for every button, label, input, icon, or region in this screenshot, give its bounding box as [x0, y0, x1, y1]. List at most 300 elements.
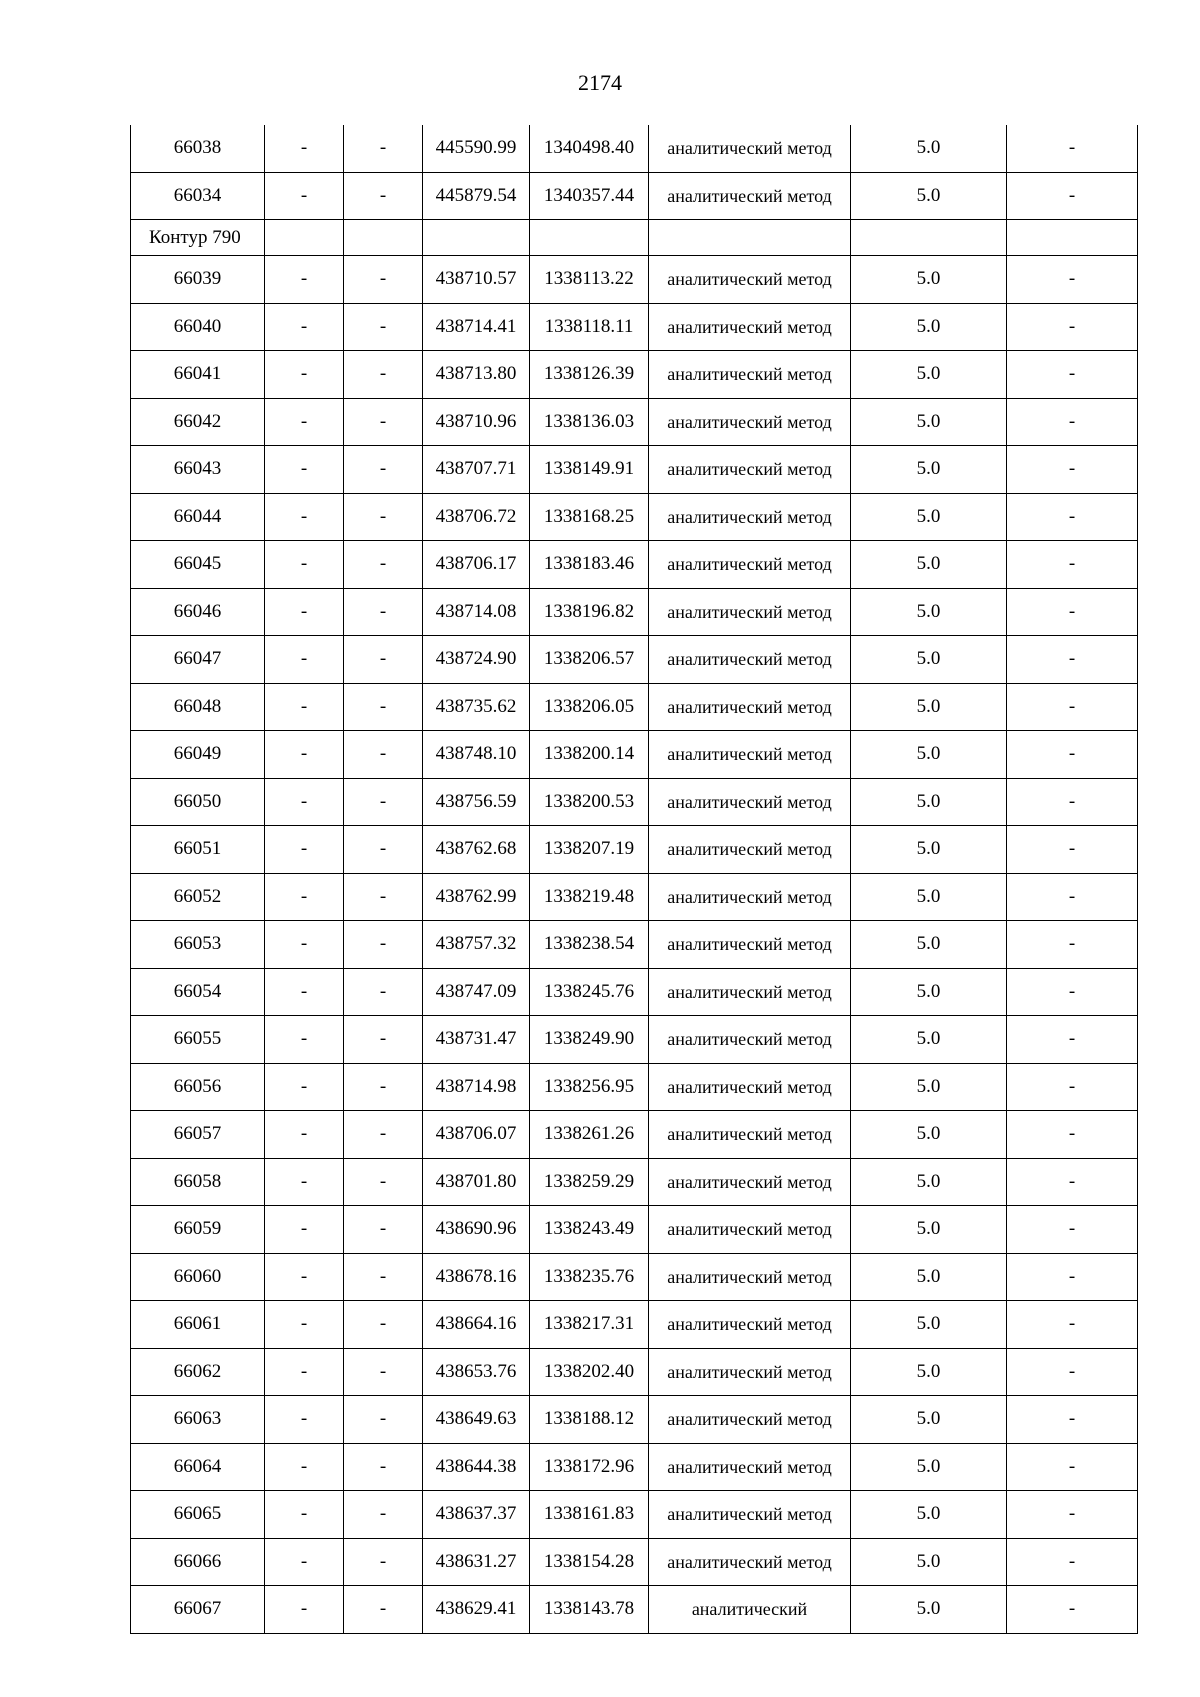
- x-coordinate-cell: 438756.59: [423, 778, 530, 826]
- table-row: [131, 493, 1138, 541]
- method-text: аналитический метод: [667, 1314, 832, 1335]
- empty-cell: [851, 220, 1007, 256]
- x-coordinate-cell: 438629.41: [423, 1586, 530, 1634]
- method-cell: [649, 826, 851, 874]
- accuracy-cell: 5.0: [851, 826, 1007, 874]
- accuracy-cell: 5.0: [851, 683, 1007, 731]
- point-id-cell: 66063: [131, 1396, 265, 1444]
- method-text: аналитический метод: [667, 364, 832, 385]
- column-8-cell: -: [1007, 778, 1138, 826]
- point-id-cell: 66067: [131, 1586, 265, 1634]
- x-coordinate-cell: 445879.54: [423, 172, 530, 220]
- x-coordinate-cell: 438706.72: [423, 493, 530, 541]
- table-body: [131, 125, 1138, 1633]
- point-id-cell: 66047: [131, 636, 265, 684]
- column-2-cell: -: [265, 1301, 344, 1349]
- accuracy-cell: 5.0: [851, 256, 1007, 304]
- accuracy-cell: 5.0: [851, 493, 1007, 541]
- method-text: аналитический метод: [667, 185, 832, 206]
- column-2-cell: -: [265, 1586, 344, 1634]
- table-row: [131, 826, 1138, 874]
- method-cell: [649, 1253, 851, 1301]
- method-cell: [649, 1538, 851, 1586]
- y-coordinate-cell: 1338206.57: [530, 636, 649, 684]
- y-coordinate-cell: 1338143.78: [530, 1586, 649, 1634]
- method-cell: [649, 446, 851, 494]
- y-coordinate-cell: 1338172.96: [530, 1443, 649, 1491]
- accuracy-cell: 5.0: [851, 172, 1007, 220]
- column-8-cell: -: [1007, 1586, 1138, 1634]
- method-text: аналитический метод: [667, 1076, 832, 1097]
- table-row: [131, 921, 1138, 969]
- column-8-cell: -: [1007, 1253, 1138, 1301]
- method-text: аналитический метод: [667, 934, 832, 955]
- table-row: [131, 1158, 1138, 1206]
- column-8-cell: -: [1007, 1491, 1138, 1539]
- column-8-cell: -: [1007, 446, 1138, 494]
- column-3-cell: -: [344, 1443, 423, 1491]
- method-text: аналитический метод: [667, 696, 832, 717]
- table-row: [131, 446, 1138, 494]
- method-cell: [649, 731, 851, 779]
- column-3-cell: -: [344, 1301, 423, 1349]
- y-coordinate-cell: 1338161.83: [530, 1491, 649, 1539]
- method-text: аналитический метод: [667, 1124, 832, 1145]
- point-id-cell: 66057: [131, 1111, 265, 1159]
- column-3-cell: -: [344, 303, 423, 351]
- x-coordinate-cell: 438701.80: [423, 1158, 530, 1206]
- table-row: [131, 1111, 1138, 1159]
- column-2-cell: -: [265, 125, 344, 172]
- y-coordinate-cell: 1338256.95: [530, 1063, 649, 1111]
- column-2-cell: -: [265, 493, 344, 541]
- point-id-cell: 66050: [131, 778, 265, 826]
- column-2-cell: -: [265, 1491, 344, 1539]
- column-3-cell: -: [344, 921, 423, 969]
- column-3-cell: -: [344, 1538, 423, 1586]
- column-8-cell: -: [1007, 1063, 1138, 1111]
- column-8-cell: -: [1007, 1206, 1138, 1254]
- x-coordinate-cell: 438762.68: [423, 826, 530, 874]
- column-3-cell: -: [344, 541, 423, 589]
- method-cell: [649, 125, 851, 172]
- table-row: [131, 873, 1138, 921]
- x-coordinate-cell: 438649.63: [423, 1396, 530, 1444]
- accuracy-cell: 5.0: [851, 1111, 1007, 1159]
- method-text: аналитический метод: [667, 459, 832, 480]
- table-row: [131, 968, 1138, 1016]
- x-coordinate-cell: 438713.80: [423, 351, 530, 399]
- y-coordinate-cell: 1338188.12: [530, 1396, 649, 1444]
- table-row: [131, 1491, 1138, 1539]
- method-text: аналитический метод: [667, 506, 832, 527]
- column-8-cell: -: [1007, 125, 1138, 172]
- point-id-cell: 66051: [131, 826, 265, 874]
- accuracy-cell: 5.0: [851, 398, 1007, 446]
- column-3-cell: -: [344, 1586, 423, 1634]
- column-8-cell: -: [1007, 873, 1138, 921]
- accuracy-cell: 5.0: [851, 1396, 1007, 1444]
- x-coordinate-cell: 438731.47: [423, 1016, 530, 1064]
- method-text: аналитический метод: [667, 791, 832, 812]
- table-row: [131, 1063, 1138, 1111]
- point-id-cell: 66042: [131, 398, 265, 446]
- x-coordinate-cell: 438735.62: [423, 683, 530, 731]
- method-text: аналитический метод: [667, 411, 832, 432]
- column-3-cell: -: [344, 731, 423, 779]
- column-2-cell: -: [265, 683, 344, 731]
- column-2-cell: -: [265, 446, 344, 494]
- accuracy-cell: 5.0: [851, 125, 1007, 172]
- column-3-cell: -: [344, 351, 423, 399]
- table-row: [131, 731, 1138, 779]
- table-row: [131, 1586, 1138, 1634]
- method-text: аналитический метод: [667, 316, 832, 337]
- accuracy-cell: 5.0: [851, 1063, 1007, 1111]
- point-id-cell: 66066: [131, 1538, 265, 1586]
- method-cell: [649, 1443, 851, 1491]
- column-8-cell: -: [1007, 683, 1138, 731]
- point-id-cell: 66052: [131, 873, 265, 921]
- y-coordinate-cell: 1338206.05: [530, 683, 649, 731]
- point-id-cell: 66044: [131, 493, 265, 541]
- accuracy-cell: 5.0: [851, 1586, 1007, 1634]
- table-row: [131, 1206, 1138, 1254]
- point-id-cell: 66054: [131, 968, 265, 1016]
- column-8-cell: -: [1007, 1111, 1138, 1159]
- x-coordinate-cell: 438747.09: [423, 968, 530, 1016]
- x-coordinate-cell: 438706.07: [423, 1111, 530, 1159]
- accuracy-cell: 5.0: [851, 1491, 1007, 1539]
- point-id-cell: 66058: [131, 1158, 265, 1206]
- accuracy-cell: 5.0: [851, 588, 1007, 636]
- x-coordinate-cell: 438762.99: [423, 873, 530, 921]
- column-8-cell: -: [1007, 303, 1138, 351]
- column-8-cell: -: [1007, 1348, 1138, 1396]
- column-2-cell: -: [265, 1158, 344, 1206]
- method-cell: [649, 172, 851, 220]
- x-coordinate-cell: 438653.76: [423, 1348, 530, 1396]
- table-row: [131, 588, 1138, 636]
- column-8-cell: -: [1007, 493, 1138, 541]
- column-2-cell: -: [265, 968, 344, 1016]
- column-8-cell: -: [1007, 256, 1138, 304]
- x-coordinate-cell: 438707.71: [423, 446, 530, 494]
- y-coordinate-cell: 1338235.76: [530, 1253, 649, 1301]
- x-coordinate-cell: 438664.16: [423, 1301, 530, 1349]
- column-2-cell: -: [265, 778, 344, 826]
- point-id-cell: 66061: [131, 1301, 265, 1349]
- method-cell: [649, 1348, 851, 1396]
- column-3-cell: -: [344, 398, 423, 446]
- column-3-cell: -: [344, 1396, 423, 1444]
- column-2-cell: -: [265, 1016, 344, 1064]
- method-text: аналитический метод: [667, 554, 832, 575]
- table-row: [131, 351, 1138, 399]
- column-2-cell: -: [265, 351, 344, 399]
- column-2-cell: -: [265, 1348, 344, 1396]
- method-cell: [649, 1063, 851, 1111]
- column-8-cell: -: [1007, 398, 1138, 446]
- accuracy-cell: 5.0: [851, 1206, 1007, 1254]
- column-8-cell: -: [1007, 636, 1138, 684]
- column-3-cell: -: [344, 1063, 423, 1111]
- table-row: [131, 541, 1138, 589]
- column-2-cell: -: [265, 636, 344, 684]
- accuracy-cell: 5.0: [851, 921, 1007, 969]
- method-text: аналитический метод: [667, 839, 832, 860]
- column-8-cell: -: [1007, 826, 1138, 874]
- empty-cell: [1007, 220, 1138, 256]
- y-coordinate-cell: 1340357.44: [530, 172, 649, 220]
- y-coordinate-cell: 1338261.26: [530, 1111, 649, 1159]
- method-text: аналитический метод: [667, 269, 832, 290]
- column-3-cell: -: [344, 778, 423, 826]
- x-coordinate-cell: 438714.08: [423, 588, 530, 636]
- table-row: [131, 1538, 1138, 1586]
- y-coordinate-cell: 1338168.25: [530, 493, 649, 541]
- column-2-cell: -: [265, 731, 344, 779]
- column-3-cell: -: [344, 172, 423, 220]
- column-2-cell: -: [265, 588, 344, 636]
- y-coordinate-cell: 1340498.40: [530, 125, 649, 172]
- method-text: аналитический метод: [667, 1551, 832, 1572]
- method-text: аналитический метод: [667, 1504, 832, 1525]
- point-id-cell: 66065: [131, 1491, 265, 1539]
- method-cell: [649, 588, 851, 636]
- point-id-cell: 66049: [131, 731, 265, 779]
- method-cell: [649, 1301, 851, 1349]
- method-text: аналитический метод: [667, 744, 832, 765]
- method-cell: [649, 1016, 851, 1064]
- y-coordinate-cell: 1338200.53: [530, 778, 649, 826]
- point-id-cell: 66041: [131, 351, 265, 399]
- accuracy-cell: 5.0: [851, 1158, 1007, 1206]
- empty-cell: [265, 220, 344, 256]
- y-coordinate-cell: 1338245.76: [530, 968, 649, 1016]
- x-coordinate-cell: 438631.27: [423, 1538, 530, 1586]
- column-2-cell: -: [265, 921, 344, 969]
- accuracy-cell: 5.0: [851, 968, 1007, 1016]
- contour-header-row: [131, 220, 1138, 256]
- contour-label: Контур 790: [131, 220, 265, 256]
- empty-cell: [530, 220, 649, 256]
- accuracy-cell: 5.0: [851, 1348, 1007, 1396]
- accuracy-cell: 5.0: [851, 1538, 1007, 1586]
- accuracy-cell: 5.0: [851, 541, 1007, 589]
- method-cell: [649, 921, 851, 969]
- x-coordinate-cell: 438710.96: [423, 398, 530, 446]
- y-coordinate-cell: 1338202.40: [530, 1348, 649, 1396]
- method-cell: [649, 493, 851, 541]
- column-3-cell: -: [344, 873, 423, 921]
- column-3-cell: -: [344, 493, 423, 541]
- point-id-cell: 66048: [131, 683, 265, 731]
- column-2-cell: -: [265, 1063, 344, 1111]
- column-8-cell: -: [1007, 1158, 1138, 1206]
- column-8-cell: -: [1007, 351, 1138, 399]
- column-2-cell: -: [265, 256, 344, 304]
- method-cell: [649, 636, 851, 684]
- method-cell: [649, 1586, 851, 1634]
- column-8-cell: -: [1007, 921, 1138, 969]
- table-row: [131, 1396, 1138, 1444]
- y-coordinate-cell: 1338238.54: [530, 921, 649, 969]
- y-coordinate-cell: 1338217.31: [530, 1301, 649, 1349]
- column-3-cell: -: [344, 1253, 423, 1301]
- column-8-cell: -: [1007, 1301, 1138, 1349]
- column-3-cell: -: [344, 683, 423, 731]
- column-8-cell: -: [1007, 1538, 1138, 1586]
- method-cell: [649, 1396, 851, 1444]
- method-text: аналитический метод: [667, 649, 832, 670]
- method-cell: [649, 256, 851, 304]
- y-coordinate-cell: 1338154.28: [530, 1538, 649, 1586]
- x-coordinate-cell: 438724.90: [423, 636, 530, 684]
- accuracy-cell: 5.0: [851, 778, 1007, 826]
- point-id-cell: 66039: [131, 256, 265, 304]
- y-coordinate-cell: 1338219.48: [530, 873, 649, 921]
- method-text: аналитический метод: [667, 1409, 832, 1430]
- accuracy-cell: 5.0: [851, 873, 1007, 921]
- y-coordinate-cell: 1338207.19: [530, 826, 649, 874]
- x-coordinate-cell: 438710.57: [423, 256, 530, 304]
- column-3-cell: -: [344, 1348, 423, 1396]
- accuracy-cell: 5.0: [851, 731, 1007, 779]
- table-row: [131, 1253, 1138, 1301]
- column-8-cell: -: [1007, 1396, 1138, 1444]
- column-8-cell: -: [1007, 172, 1138, 220]
- column-3-cell: -: [344, 125, 423, 172]
- column-3-cell: -: [344, 256, 423, 304]
- column-3-cell: -: [344, 1206, 423, 1254]
- method-cell: [649, 351, 851, 399]
- method-cell: [649, 541, 851, 589]
- method-text: аналитический метод: [667, 1361, 832, 1382]
- y-coordinate-cell: 1338183.46: [530, 541, 649, 589]
- method-text: аналитический метод: [667, 1456, 832, 1477]
- table-row: [131, 1443, 1138, 1491]
- accuracy-cell: 5.0: [851, 1443, 1007, 1491]
- method-cell: [649, 968, 851, 1016]
- method-cell: [649, 873, 851, 921]
- method-cell: [649, 1491, 851, 1539]
- column-3-cell: -: [344, 1016, 423, 1064]
- column-2-cell: -: [265, 826, 344, 874]
- point-id-cell: 66043: [131, 446, 265, 494]
- method-cell: [649, 398, 851, 446]
- table-row: [131, 398, 1138, 446]
- table-row: [131, 125, 1138, 172]
- y-coordinate-cell: 1338200.14: [530, 731, 649, 779]
- method-cell: [649, 778, 851, 826]
- column-2-cell: -: [265, 1443, 344, 1491]
- point-id-cell: 66056: [131, 1063, 265, 1111]
- column-2-cell: -: [265, 1396, 344, 1444]
- point-id-cell: 66046: [131, 588, 265, 636]
- method-text: аналитический метод: [667, 981, 832, 1002]
- point-id-cell: 66040: [131, 303, 265, 351]
- method-text: аналитический метод: [667, 1171, 832, 1192]
- column-2-cell: -: [265, 1206, 344, 1254]
- column-3-cell: -: [344, 446, 423, 494]
- method-text: аналитический метод: [667, 886, 832, 907]
- column-3-cell: -: [344, 1491, 423, 1539]
- column-2-cell: -: [265, 172, 344, 220]
- page-number: 2174: [578, 70, 622, 95]
- column-2-cell: -: [265, 303, 344, 351]
- x-coordinate-cell: 438714.41: [423, 303, 530, 351]
- accuracy-cell: 5.0: [851, 636, 1007, 684]
- method-cell: [649, 683, 851, 731]
- method-text: аналитический метод: [667, 138, 832, 159]
- y-coordinate-cell: 1338113.22: [530, 256, 649, 304]
- column-2-cell: -: [265, 398, 344, 446]
- point-id-cell: 66055: [131, 1016, 265, 1064]
- method-text: аналитический: [691, 1599, 808, 1620]
- x-coordinate-cell: 438644.38: [423, 1443, 530, 1491]
- column-3-cell: -: [344, 1111, 423, 1159]
- x-coordinate-cell: 438637.37: [423, 1491, 530, 1539]
- x-coordinate-cell: 438714.98: [423, 1063, 530, 1111]
- table-row: [131, 778, 1138, 826]
- column-8-cell: -: [1007, 731, 1138, 779]
- column-3-cell: -: [344, 588, 423, 636]
- y-coordinate-cell: 1338249.90: [530, 1016, 649, 1064]
- accuracy-cell: 5.0: [851, 1301, 1007, 1349]
- y-coordinate-cell: 1338118.11: [530, 303, 649, 351]
- x-coordinate-cell: 438757.32: [423, 921, 530, 969]
- point-id-cell: 66038: [131, 125, 265, 172]
- method-text: аналитический метод: [667, 601, 832, 622]
- table-row: [131, 683, 1138, 731]
- column-8-cell: -: [1007, 588, 1138, 636]
- column-8-cell: -: [1007, 541, 1138, 589]
- column-8-cell: -: [1007, 1443, 1138, 1491]
- method-cell: [649, 303, 851, 351]
- y-coordinate-cell: 1338196.82: [530, 588, 649, 636]
- table-row: [131, 172, 1138, 220]
- column-2-cell: -: [265, 541, 344, 589]
- method-cell: [649, 1111, 851, 1159]
- point-id-cell: 66062: [131, 1348, 265, 1396]
- accuracy-cell: 5.0: [851, 303, 1007, 351]
- y-coordinate-cell: 1338126.39: [530, 351, 649, 399]
- method-cell: [649, 1206, 851, 1254]
- table-row: [131, 256, 1138, 304]
- y-coordinate-cell: 1338149.91: [530, 446, 649, 494]
- column-2-cell: -: [265, 1538, 344, 1586]
- point-id-cell: 66059: [131, 1206, 265, 1254]
- column-3-cell: -: [344, 636, 423, 684]
- point-id-cell: 66060: [131, 1253, 265, 1301]
- method-text: аналитический метод: [667, 1029, 832, 1050]
- x-coordinate-cell: 438706.17: [423, 541, 530, 589]
- column-8-cell: -: [1007, 968, 1138, 1016]
- point-id-cell: 66045: [131, 541, 265, 589]
- y-coordinate-cell: 1338243.49: [530, 1206, 649, 1254]
- table-row: [131, 1016, 1138, 1064]
- accuracy-cell: 5.0: [851, 1016, 1007, 1064]
- table-row: [131, 303, 1138, 351]
- x-coordinate-cell: 438690.96: [423, 1206, 530, 1254]
- x-coordinate-cell: 438678.16: [423, 1253, 530, 1301]
- column-2-cell: -: [265, 1253, 344, 1301]
- column-3-cell: -: [344, 826, 423, 874]
- column-3-cell: -: [344, 1158, 423, 1206]
- method-cell: [649, 1158, 851, 1206]
- empty-cell: [344, 220, 423, 256]
